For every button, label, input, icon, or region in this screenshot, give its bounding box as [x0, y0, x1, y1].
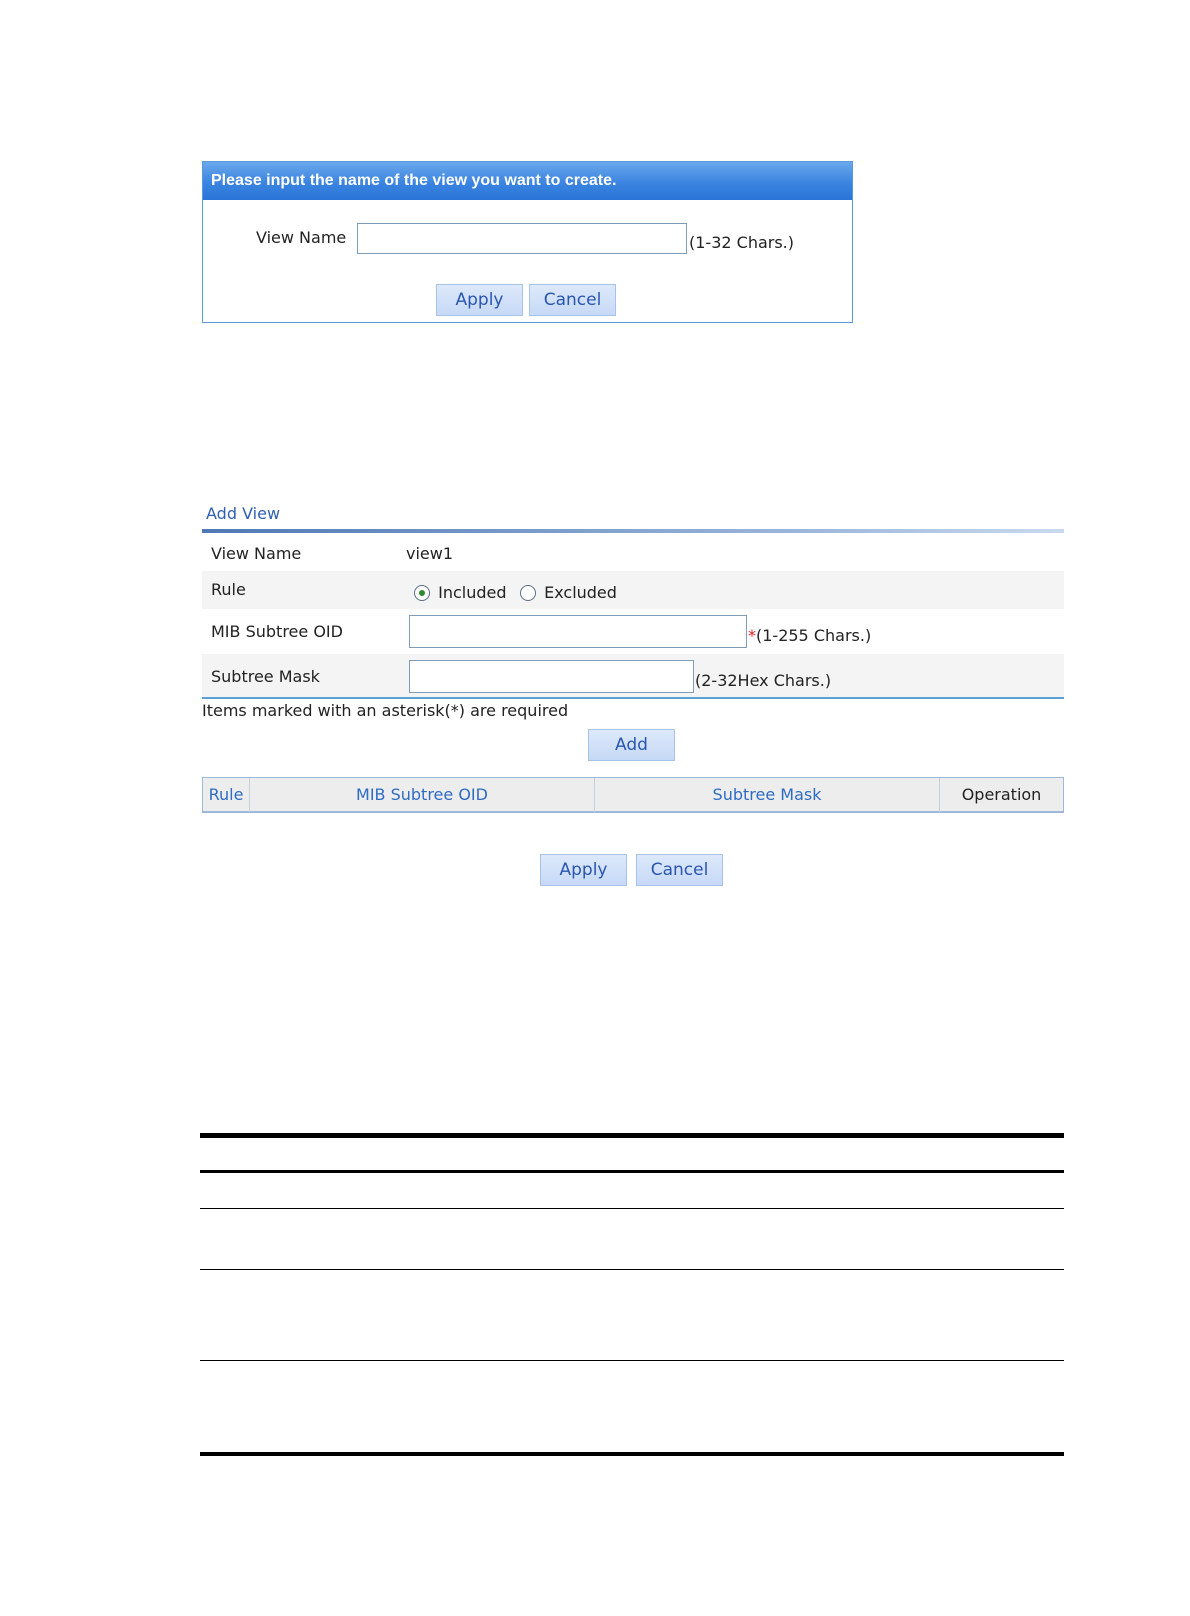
view-name-label: View Name: [256, 228, 347, 247]
column-header-subtree-mask[interactable]: Subtree Mask: [595, 778, 940, 812]
column-header-mib-subtree-oid[interactable]: MIB Subtree OID: [250, 778, 595, 812]
view-name-row: [202, 535, 1064, 571]
cancel-button[interactable]: Cancel: [636, 854, 723, 886]
rule-excluded-option[interactable]: [520, 582, 617, 602]
rule-row: [202, 571, 1064, 609]
apply-button[interactable]: Apply: [540, 854, 627, 886]
table-top-rule: [200, 1133, 1064, 1138]
radio-selected-icon[interactable]: [414, 585, 430, 601]
title-divider: [202, 529, 1064, 533]
required-asterisk: *: [748, 626, 756, 645]
add-button[interactable]: Add: [588, 729, 675, 761]
mask-row-label: Subtree Mask: [211, 667, 320, 686]
oid-hint-text: (1-255 Chars.): [756, 626, 872, 645]
dialog-cancel-button[interactable]: Cancel: [529, 284, 616, 316]
subtree-mask-input[interactable]: [409, 660, 694, 693]
oid-row-label: MIB Subtree OID: [211, 622, 343, 641]
table-row-divider: [200, 1208, 1064, 1209]
rule-included-label: Included: [438, 583, 507, 602]
rule-row-label: Rule: [211, 580, 246, 599]
radio-unselected-icon[interactable]: [520, 585, 536, 601]
dialog-apply-button[interactable]: Apply: [436, 284, 523, 316]
view-name-hint: (1-32 Chars.): [689, 233, 794, 252]
view-name-row-label: View Name: [211, 544, 302, 563]
dialog-title: Please input the name of the view you want to create.: [203, 162, 852, 200]
view-name-value: view1: [406, 544, 454, 563]
rule-excluded-label: Excluded: [544, 583, 617, 602]
create-view-dialog: [202, 161, 853, 323]
column-header-operation: Operation: [961, 785, 1042, 804]
table-bottom-rule: [200, 1452, 1064, 1456]
rule-included-option[interactable]: [414, 582, 507, 602]
add-view-title: Add View: [206, 504, 281, 523]
oid-hint: [748, 626, 871, 645]
mask-row: [202, 654, 1064, 699]
table-header-rule: [200, 1170, 1064, 1173]
oid-row: [202, 609, 1064, 654]
view-name-input[interactable]: [357, 223, 687, 254]
required-note: Items marked with an asterisk(*) are required: [202, 701, 569, 720]
rules-table-header: [202, 777, 1064, 813]
oid-input[interactable]: [409, 615, 747, 648]
mask-hint: (2-32Hex Chars.): [695, 671, 832, 690]
column-header-rule[interactable]: Rule: [203, 778, 250, 812]
table-row-divider: [200, 1269, 1064, 1270]
table-row-divider: [200, 1360, 1064, 1361]
